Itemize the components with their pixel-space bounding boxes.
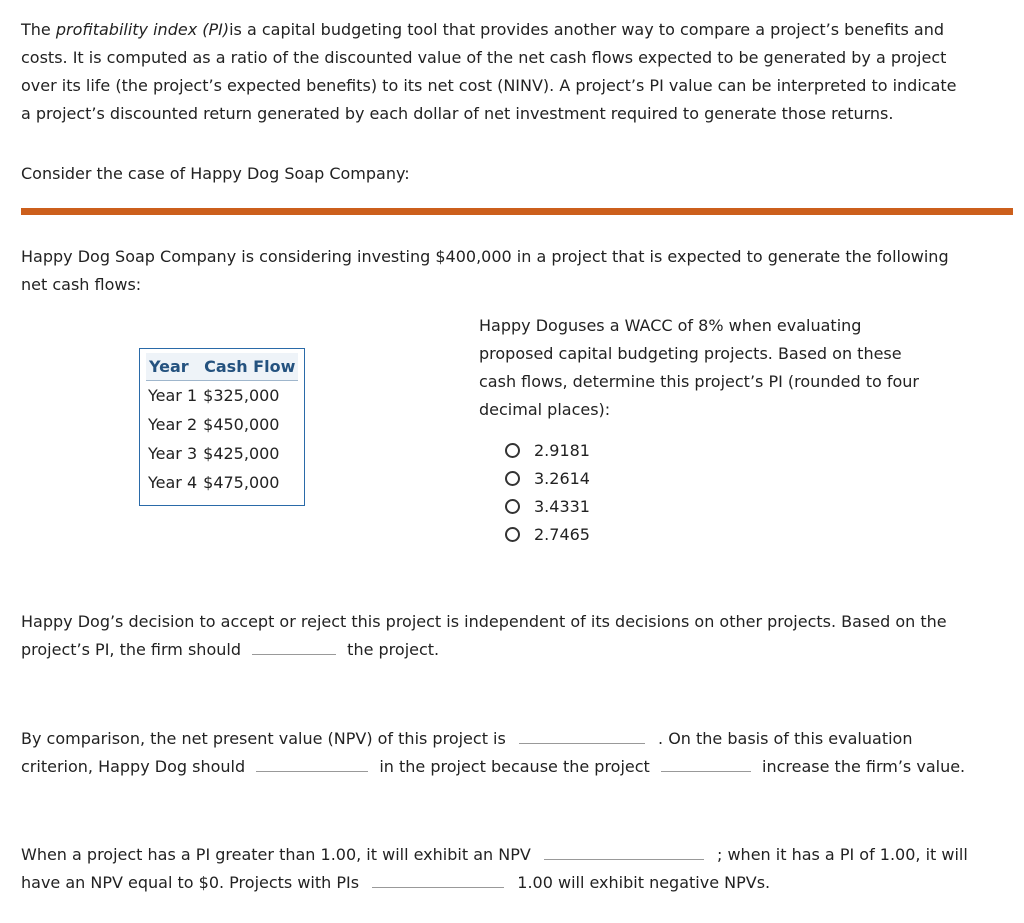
value-effect-dropdown[interactable] <box>661 755 751 772</box>
intro-paragraph <box>21 16 957 128</box>
table-row <box>146 468 298 497</box>
intro-line-4: a project’s discounted return generated by each dollar of net investment required to generate those returns. <box>21 104 894 123</box>
question-line-3: cash flows, determine this project’s PI (rounded to four <box>479 372 919 391</box>
radio-button[interactable] <box>505 499 520 514</box>
npv-line-1: By comparison, the net present value (NPV) of this project is . On the basis of this evaluation <box>21 729 913 748</box>
option-label: 3.4331 <box>534 496 590 516</box>
table-row <box>146 410 298 439</box>
header-year: Year <box>146 353 201 381</box>
rule-line-1: When a project has a PI greater than 1.00, it will exhibit an NPV ; when it has a PI of 1.00, it will <box>21 845 968 864</box>
decision-dropdown[interactable] <box>252 638 336 655</box>
decision-line-1: Happy Dog’s decision to accept or reject this project is independent of its decisions on other projects. Based on the <box>21 612 947 631</box>
cell-flow: $425,000 <box>203 444 280 463</box>
option-label: 2.9181 <box>534 440 590 460</box>
problem-paragraph <box>21 243 949 299</box>
radio-button[interactable] <box>505 471 520 486</box>
option-label: 3.2614 <box>534 468 590 488</box>
cash-flow-table <box>139 348 305 506</box>
npv-line-2: criterion, Happy Dog should in the project because the project increase the firm’s value. <box>21 757 966 776</box>
radio-button[interactable] <box>505 527 520 542</box>
cell-year: Year 2 <box>148 415 198 434</box>
npv-paragraph <box>21 725 965 781</box>
cell-flow: $325,000 <box>203 386 280 405</box>
question-text <box>479 312 919 424</box>
question-line-1: Happy Doguses a WACC of 8% when evaluating <box>479 316 862 335</box>
intro-line-2: costs. It is computed as a ratio of the discounted value of the net cash flows expected to be generated by a project <box>21 48 947 67</box>
cell-year: Year 1 <box>148 386 198 405</box>
header-cash-flow: Cash Flow <box>201 353 298 381</box>
decision-paragraph <box>21 608 947 664</box>
section-divider <box>21 208 1013 215</box>
cell-flow: $475,000 <box>203 473 280 492</box>
cell-year: Year 3 <box>148 444 198 463</box>
question-line-2: proposed capital budgeting projects. Based on these <box>479 344 902 363</box>
table-header-row <box>146 353 298 381</box>
option-row[interactable] <box>505 492 590 520</box>
table-row <box>146 439 298 468</box>
intro-line-3: over its life (the project’s expected benefits) to its net cost (NINV). A project’s PI value can be interpreted to indicate <box>21 76 957 95</box>
pi-options <box>505 436 590 548</box>
cell-flow: $450,000 <box>203 415 280 434</box>
table-row <box>146 381 298 410</box>
rule-paragraph <box>21 841 968 897</box>
consider-text: Consider the case of Happy Dog Soap Company: <box>21 164 410 183</box>
option-row[interactable] <box>505 436 590 464</box>
option-row[interactable] <box>505 520 590 548</box>
decision-line-2: project’s PI, the firm should the project. <box>21 640 440 659</box>
option-label: 2.7465 <box>534 524 590 544</box>
term-pi: profitability index (PI) <box>55 20 230 39</box>
problem-line-2: net cash flows: <box>21 275 142 294</box>
intro-line-1: The profitability index (PI)is a capital budgeting tool that provides another way to compare a project’s benefits and <box>21 20 945 39</box>
option-row[interactable] <box>505 464 590 492</box>
npv-value-dropdown[interactable] <box>519 727 645 744</box>
radio-button[interactable] <box>505 443 520 458</box>
cell-year: Year 4 <box>148 473 198 492</box>
problem-line-1: Happy Dog Soap Company is considering investing $400,000 in a project that is expected to generate the following <box>21 247 949 266</box>
pi-comparison-dropdown[interactable] <box>372 871 504 888</box>
rule-line-2: have an NPV equal to $0. Projects with PIs 1.00 will exhibit negative NPVs. <box>21 873 771 892</box>
invest-dropdown[interactable] <box>256 755 368 772</box>
npv-sign-dropdown[interactable] <box>544 843 704 860</box>
question-line-4: decimal places): <box>479 400 611 419</box>
cash-flow-table-wrap <box>139 348 305 506</box>
